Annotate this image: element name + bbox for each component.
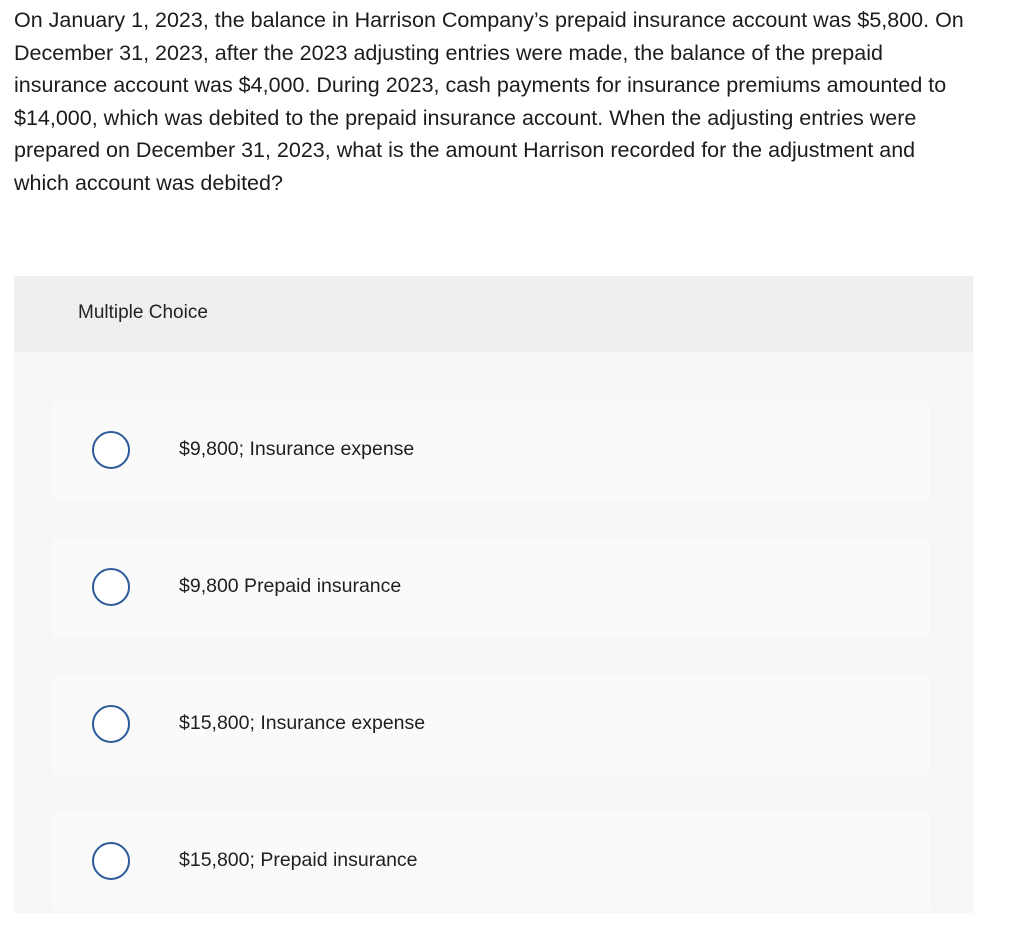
answer-option-label: $15,800; Prepaid insurance [179, 849, 418, 871]
question-text: On January 1, 2023, the balance in Harrison Company’s prepaid insurance account was $5,800. On December 31, 2023, after the 2023 adjusting entries were made, the balance of the prepaid insurance account was $4,000. During 2023, cash payments for insurance premiums amounted to $14,000, which was debited to the prepaid insurance account. When the adjusting entries were prepared on December 31, 2023, what is the amount Harrison recorded for the adjustment and which account was debited? [14, 8, 964, 195]
answer-option-label: $9,800; Insurance expense [179, 438, 415, 460]
answer-option-label: $15,800; Insurance expense [179, 712, 426, 734]
answer-option-3[interactable] [53, 675, 930, 775]
multiple-choice-panel [14, 276, 973, 913]
multiple-choice-header [14, 276, 973, 352]
answer-option-1[interactable] [53, 401, 930, 501]
answer-option-4[interactable] [53, 812, 930, 912]
multiple-choice-label: Multiple Choice [78, 302, 208, 323]
radio-button-icon[interactable] [92, 705, 130, 743]
radio-button-icon[interactable] [92, 842, 130, 880]
answer-option-label: $9,800 Prepaid insurance [179, 575, 402, 597]
answer-option-2[interactable] [53, 538, 930, 638]
radio-button-icon[interactable] [92, 568, 130, 606]
radio-button-icon[interactable] [92, 431, 130, 469]
